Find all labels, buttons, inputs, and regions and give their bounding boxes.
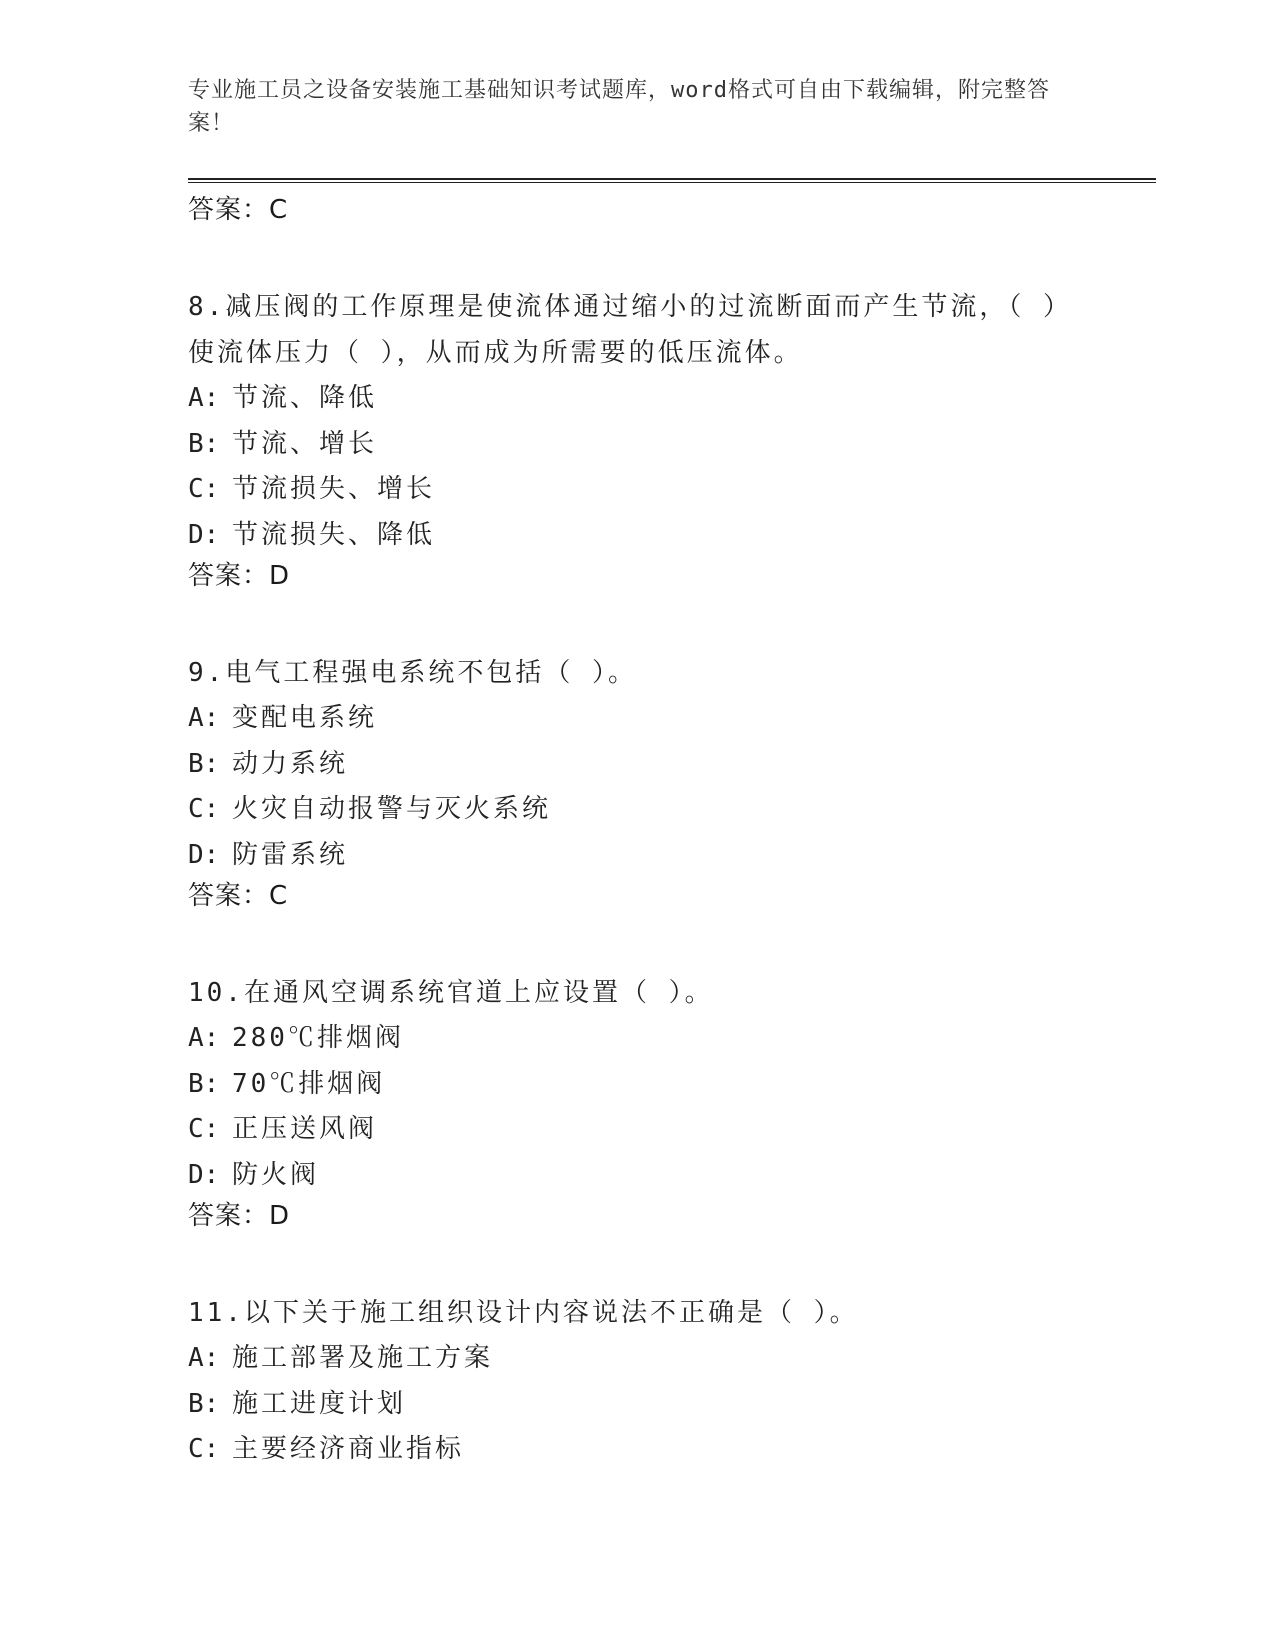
option-text: 防雷系统 [232, 839, 349, 870]
question-text [188, 650, 1088, 696]
option-item [188, 1427, 1088, 1473]
question-text [188, 970, 1088, 1016]
question-text [188, 284, 1088, 376]
option-item [188, 1016, 1088, 1062]
question-number: 10. [188, 978, 244, 1008]
option-item [188, 376, 1088, 422]
option-text: 施工部署及施工方案 [232, 1343, 494, 1373]
option-letter: C: [188, 794, 220, 824]
option-text: 火灾自动报警与灭火系统 [232, 794, 552, 824]
answer-line: 答案：D [188, 561, 291, 591]
option-item [188, 1062, 1088, 1108]
document-body [188, 192, 1088, 1473]
question-number: 9. [188, 658, 226, 688]
question-number: 8. [188, 292, 226, 322]
option-text: 70℃排烟阀 [232, 1068, 386, 1099]
option-letter: A: [188, 383, 220, 413]
option-text: 变配电系统 [232, 703, 378, 733]
option-text: 施工进度计划 [232, 1388, 407, 1419]
question-stem: 减压阀的工作原理是使流体通过缩小的过流断面而产生节流，（ ）使流体压力（ ），从而成为所需要的低压流体。 [188, 292, 1072, 368]
option-text: 节流、降低 [232, 383, 378, 413]
option-text: 防火阀 [232, 1159, 320, 1190]
question-stem: 在通风空调系统官道上应设置（ ）。 [243, 978, 714, 1008]
option-letter: B: [188, 748, 220, 779]
answer-line: 答案：C [188, 881, 289, 911]
option-letter: A: [188, 703, 220, 733]
option-letter: D: [188, 519, 220, 550]
option-letter: B: [188, 428, 220, 459]
question-stem: 电气工程强电系统不包括（ ）。 [225, 658, 637, 688]
question-text [188, 1290, 1088, 1336]
option-text: 正压送风阀 [232, 1114, 378, 1144]
option-item [188, 742, 1088, 788]
answer-line: 答案：C [188, 195, 289, 225]
option-letter: D: [188, 839, 220, 870]
option-letter: B: [188, 1388, 220, 1419]
option-text: 节流损失、降低 [232, 519, 436, 550]
question-stem: 以下关于施工组织设计内容说法不正确是（ ）。 [243, 1298, 859, 1328]
option-letter: A: [188, 1343, 220, 1373]
option-text: 主要经济商业指标 [232, 1434, 465, 1464]
option-item [188, 513, 1088, 559]
option-item [188, 1336, 1088, 1382]
option-item [188, 1153, 1088, 1199]
option-item [188, 1382, 1088, 1428]
option-text: 节流损失、增长 [232, 474, 436, 504]
option-letter: C: [188, 1434, 220, 1464]
option-letter: B: [188, 1068, 220, 1099]
option-item [188, 1107, 1088, 1153]
option-letter: C: [188, 1114, 220, 1144]
question-block [188, 284, 1088, 594]
option-item [188, 422, 1088, 468]
document-header: 专业施工员之设备安装施工基础知识考试题库，word格式可自由下载编辑，附完整答案！ [188, 78, 1050, 136]
option-item [188, 467, 1088, 513]
question-block [188, 970, 1088, 1234]
option-item [188, 696, 1088, 742]
answer-line: 答案：D [188, 1201, 291, 1231]
question-block [188, 650, 1088, 914]
option-letter: A: [188, 1023, 220, 1053]
option-item [188, 787, 1088, 833]
option-text: 动力系统 [232, 748, 349, 779]
option-item [188, 833, 1088, 879]
option-text: 280℃排烟阀 [232, 1023, 404, 1053]
question-block [188, 1290, 1088, 1473]
question-number: 11. [188, 1298, 244, 1328]
option-letter: C: [188, 474, 220, 504]
option-text: 节流、增长 [232, 428, 378, 459]
option-letter: D: [188, 1159, 220, 1190]
header-divider [188, 178, 1156, 183]
